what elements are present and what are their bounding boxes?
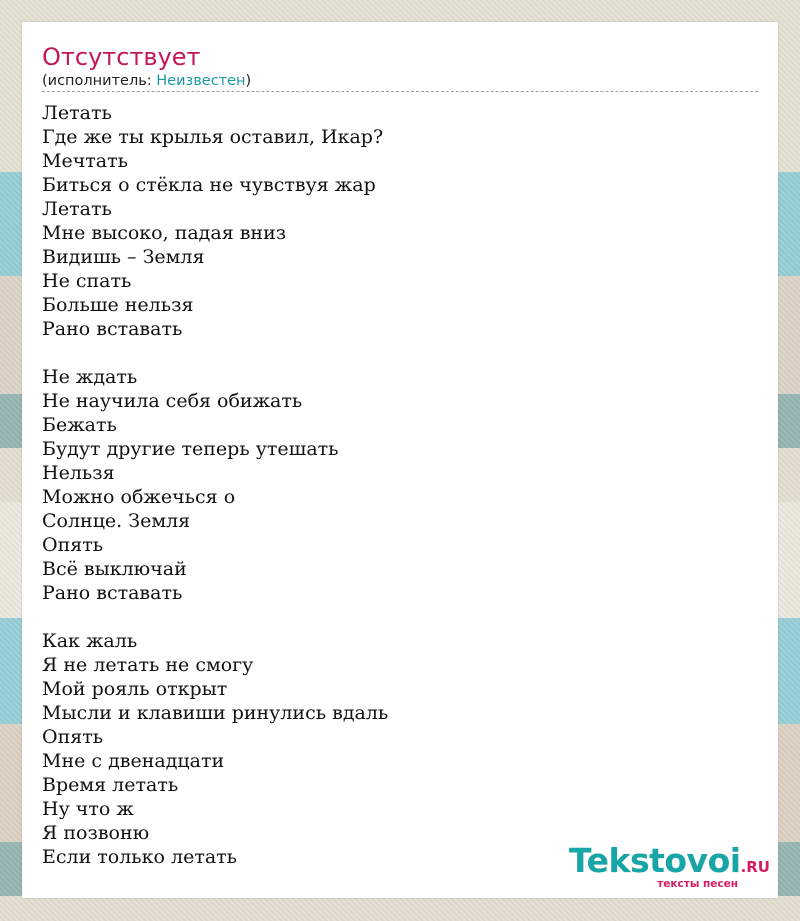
lyrics-text <box>42 101 758 893</box>
lyric-line: Мечтать <box>42 150 128 172</box>
lyric-line: Можно обжечься о <box>42 486 236 508</box>
lyric-line: Не научила себя обижать <box>42 390 303 412</box>
lyric-line: Время летать <box>42 774 179 796</box>
lyric-line: Не ждать <box>42 366 138 388</box>
lyric-line: Нельзя <box>42 462 115 484</box>
lyric-line: Я позвоню <box>42 822 150 844</box>
lyric-line: Не спать <box>42 270 132 292</box>
lyric-line: Будут другие теперь утешать <box>42 438 339 460</box>
lyric-line: Бежать <box>42 414 117 436</box>
logo-domain-suffix: .RU <box>740 858 770 876</box>
lyric-line: Опять <box>42 534 104 556</box>
lyric-line: Опять <box>42 726 104 748</box>
artist-prefix: (исполнитель: <box>42 73 157 89</box>
lyric-line: Летать <box>42 102 112 124</box>
artist-link[interactable]: Неизвестен <box>156 73 246 89</box>
artist-suffix: ) <box>245 73 252 89</box>
verse <box>42 629 758 869</box>
lyric-line: Солнце. Земля <box>42 510 191 532</box>
lyric-line: Мне с двенадцати <box>42 750 225 772</box>
lyric-line: Если только летать <box>42 846 238 868</box>
lyrics-card <box>22 22 778 898</box>
artist-line <box>42 72 758 90</box>
lyric-line: Ну что ж <box>42 798 134 820</box>
song-title: Отсутствует <box>42 43 201 71</box>
logo-main-text: Tekstovoi <box>569 841 741 880</box>
lyric-line: Где же ты крылья оставил, Икар? <box>42 126 384 148</box>
lyric-line: Рано вставать <box>42 318 183 340</box>
lyric-line: Летать <box>42 198 112 220</box>
song-header <box>42 42 758 92</box>
lyric-line: Всё выключай <box>42 558 187 580</box>
lyric-line: Как жаль <box>42 630 138 652</box>
verse <box>42 101 758 341</box>
lyric-line: Мой рояль открыт <box>42 678 228 700</box>
lyric-line: Больше нельзя <box>42 294 194 316</box>
lyric-line: Биться о стёкла не чувствуя жар <box>42 174 376 196</box>
lyric-line: Мне высоко, падая вниз <box>42 222 287 244</box>
lyric-line: Я не летать не смогу <box>42 654 254 676</box>
site-logo[interactable] <box>569 841 770 890</box>
logo-tagline: тексты песен <box>657 878 738 890</box>
lyric-line: Рано вставать <box>42 582 183 604</box>
lyric-line: Видишь – Земля <box>42 246 205 268</box>
verse <box>42 365 758 605</box>
lyric-line: Мысли и клавиши ринулись вдаль <box>42 702 389 724</box>
